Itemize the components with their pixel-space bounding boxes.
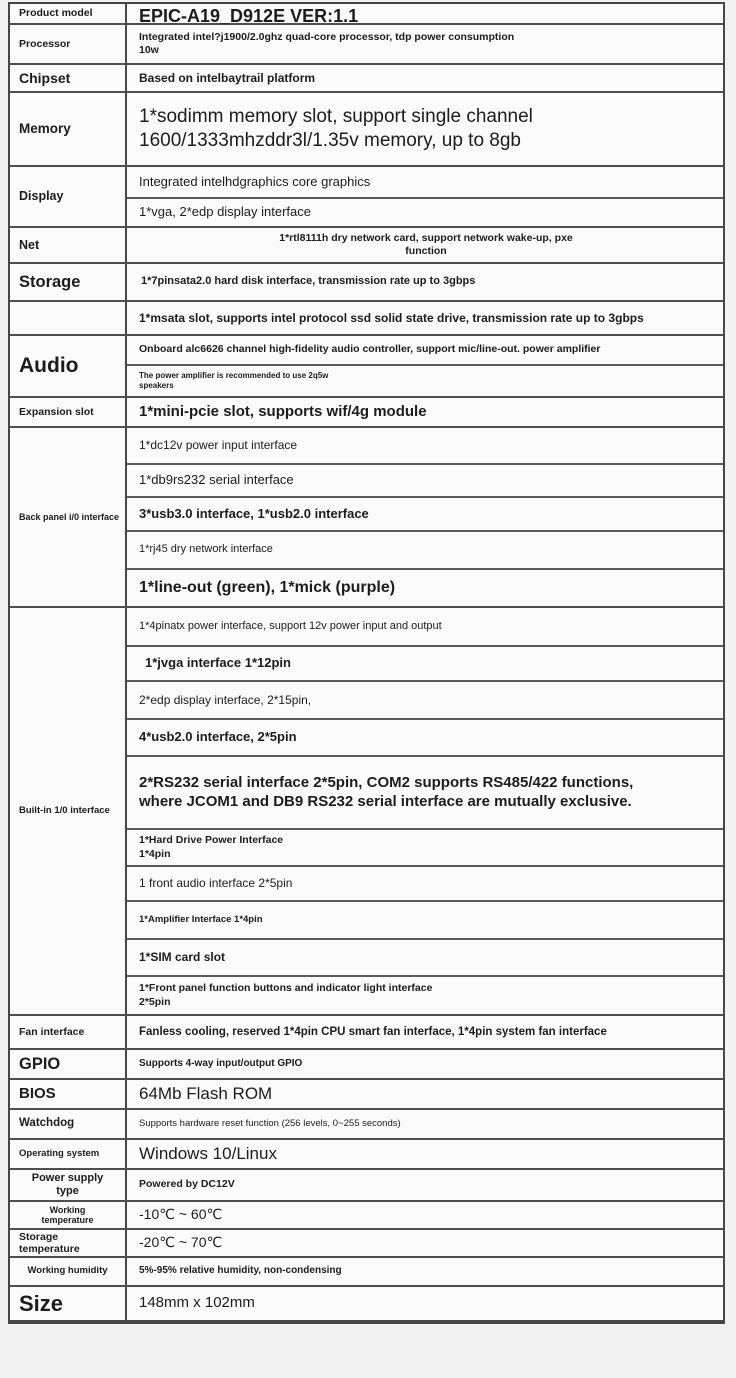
- spec-value: [127, 398, 723, 426]
- spec-value: [127, 463, 723, 496]
- spec-row-gpio: [10, 1050, 723, 1080]
- spec-value: [127, 302, 723, 334]
- spec-value-text: 1600/1333mhzddr3l/1.35v memory, up to 8gb: [139, 130, 521, 151]
- spec-value-text: 1*sodimm memory slot, support single channel: [139, 106, 533, 128]
- spec-value-text: 1*rtl8111h dry network card, support network wake-up, pxe: [279, 231, 573, 244]
- row-label-text: Built-in 1/0 interface: [19, 804, 110, 816]
- row-label-text: Back panel i/0 interface: [19, 511, 120, 522]
- spec-value-text: 1*Front panel function buttons and indicator light interface: [139, 982, 433, 995]
- spec-row-bios: [10, 1080, 723, 1110]
- spec-value-text: Based on intelbaytrail platform: [139, 70, 316, 85]
- spec-value: [127, 336, 723, 364]
- spec-value-text: 1*mini-pcie slot, supports wif/4g module: [139, 402, 427, 420]
- row-label-operating-system: [10, 1140, 127, 1168]
- spec-value-text: 1*line-out (green), 1*mick (purple): [139, 579, 396, 596]
- spec-value: [127, 228, 723, 262]
- row-label-text: temperature: [41, 1215, 94, 1225]
- row-values: [127, 302, 723, 334]
- row-label-text: type: [56, 1185, 79, 1197]
- spec-value: [127, 93, 723, 165]
- row-label-storage: [10, 264, 127, 300]
- row-values: [127, 4, 723, 26]
- row-values: [127, 65, 723, 91]
- row-values: [127, 1050, 723, 1078]
- spec-value-text: 1*vga, 2*edp display interface: [139, 204, 312, 220]
- spec-value: [127, 938, 723, 975]
- spec-value: [127, 364, 723, 396]
- row-label-text: Chipset: [19, 69, 71, 86]
- spec-value-text: 2*RS232 serial interface 2*5pin, COM2 supports RS485/422 functions,: [139, 773, 634, 791]
- spec-value-text: function: [405, 245, 447, 257]
- spec-value: [127, 645, 723, 680]
- spec-value-text: Integrated intelhdgraphics core graphics: [139, 173, 371, 189]
- row-label-text: Audio: [19, 353, 79, 377]
- spec-value-text: 1*Hard Drive Power Interface: [139, 834, 284, 847]
- row-values: [127, 336, 723, 396]
- row-label-power-supply-type: [10, 1170, 127, 1200]
- row-label-text: Display: [19, 189, 64, 204]
- row-label-processor: [10, 25, 127, 63]
- spec-row-watchdog: [10, 1110, 723, 1140]
- spec-row-working-temperature: [10, 1202, 723, 1230]
- row-label-display: [10, 167, 127, 226]
- row-label-fan-interface: [10, 1016, 127, 1048]
- spec-value: [127, 1080, 723, 1108]
- row-values: [127, 1202, 723, 1228]
- spec-value-text: The power amplifier is recommended to use 2q5w: [139, 371, 329, 380]
- spec-value-text: 1*SIM card slot: [139, 950, 226, 964]
- row-label-text: Operating system: [19, 1147, 100, 1159]
- spec-value-text: 1*dc12v power input interface: [139, 438, 298, 452]
- spec-value-text: -20℃ ~ 70℃: [139, 1234, 223, 1251]
- row-values: [127, 1230, 723, 1256]
- spec-value: [127, 680, 723, 718]
- row-values: [127, 1287, 723, 1320]
- spec-value-text: where JCOM1 and DB9 RS232 serial interface are mutually exclusive.: [139, 792, 632, 810]
- spec-value-text: Supports hardware reset function (256 levels, 0~255 seconds): [139, 1118, 401, 1130]
- spec-value: [127, 900, 723, 938]
- spec-value: [127, 1016, 723, 1048]
- row-label-storage-msata: [10, 302, 127, 334]
- spec-value: [127, 264, 723, 300]
- spec-value-text: -10℃ ~ 60℃: [139, 1206, 223, 1223]
- spec-row-storage: [10, 264, 723, 302]
- spec-value-text: 3*usb3.0 interface, 1*usb2.0 interface: [139, 505, 369, 521]
- spec-value-text: speakers: [139, 381, 174, 390]
- row-values: [127, 428, 723, 606]
- spec-value: [127, 975, 723, 1014]
- spec-value-text: 1*jvga interface 1*12pin: [145, 655, 291, 671]
- row-values: [127, 93, 723, 165]
- spec-value-text: Windows 10/Linux: [139, 1144, 277, 1164]
- spec-row-operating-system: [10, 1140, 723, 1170]
- row-label-text: Working humidity: [27, 1265, 108, 1277]
- spec-value: [127, 1258, 723, 1285]
- spec-value-text: Onboard alc6626 channel high-fidelity audio controller, support mic/line-out. power amplifier: [139, 343, 601, 356]
- spec-row-storage-temperature: [10, 1230, 723, 1258]
- spec-value-text: 1*rj45 dry network interface: [139, 543, 273, 556]
- spec-value: [127, 1202, 723, 1228]
- row-label-text: Net: [19, 237, 40, 252]
- row-label-working-humidity: [10, 1258, 127, 1285]
- row-label-text: Watchdog: [19, 1117, 75, 1130]
- spec-value-text: 10w: [139, 44, 159, 56]
- spec-row-memory: [10, 93, 723, 167]
- row-label-bios: [10, 1080, 127, 1108]
- spec-row-working-humidity: [10, 1258, 723, 1287]
- spec-value-text: 1*7pinsata2.0 hard disk interface, transmission rate up to 3gbps: [141, 275, 476, 288]
- row-label-text: Fan interface: [19, 1025, 85, 1038]
- row-values: [127, 608, 723, 1014]
- spec-value: [127, 1110, 723, 1138]
- spec-value: [127, 568, 723, 606]
- spec-value: [127, 1230, 723, 1256]
- spec-value-text: 64Mb Flash ROM: [139, 1084, 273, 1104]
- spec-value-text: Powered by DC12V: [139, 1178, 235, 1191]
- row-label-chipset: [10, 65, 127, 91]
- spec-row-audio: [10, 336, 723, 398]
- row-values: [127, 1170, 723, 1200]
- spec-value: [127, 496, 723, 530]
- spec-row-back-panel-io: [10, 428, 723, 608]
- spec-value-text: 2*edp display interface, 2*15pin,: [139, 692, 312, 707]
- row-values: [127, 1110, 723, 1138]
- spec-row-built-in-io: [10, 608, 723, 1016]
- spec-value-text: 1*db9rs232 serial interface: [139, 472, 294, 488]
- row-label-watchdog: [10, 1110, 127, 1138]
- spec-value: [127, 1170, 723, 1200]
- spec-value-text: 148mm x 102mm: [139, 1294, 255, 1312]
- spec-value: [127, 25, 723, 63]
- row-label-expansion-slot: [10, 398, 127, 426]
- spec-value: [127, 1050, 723, 1078]
- row-label-product-model: [10, 4, 127, 23]
- spec-value-text: EPIC-A19_D912E VER:1.1: [139, 6, 359, 26]
- row-values: [127, 398, 723, 426]
- row-values: [127, 1016, 723, 1048]
- spec-value: [127, 608, 723, 645]
- row-values: [127, 264, 723, 300]
- spec-value: [127, 718, 723, 755]
- spec-value-text: Integrated intel?j1900/2.0ghz quad-core processor, tdp power consumption: [139, 30, 515, 43]
- row-label-net: [10, 228, 127, 262]
- row-label-text: GPIO: [19, 1054, 61, 1073]
- row-label-text: Working: [49, 1204, 86, 1215]
- spec-value-text: 1*4pin: [139, 847, 171, 860]
- spec-row-display: [10, 167, 723, 228]
- spec-row-product-model: [10, 4, 723, 25]
- row-values: [127, 1080, 723, 1108]
- spec-value-text: 4*usb2.0 interface, 2*5pin: [139, 729, 297, 745]
- spec-row-storage-msata: [10, 302, 723, 336]
- row-label-size: [10, 1287, 127, 1320]
- row-label-text: Size: [19, 1290, 64, 1316]
- spec-value-text: 1*Amplifier Interface 1*4pin: [139, 914, 263, 926]
- spec-row-net: [10, 228, 723, 264]
- spec-row-chipset: [10, 65, 723, 93]
- row-values: [127, 25, 723, 63]
- spec-value: [127, 167, 723, 197]
- row-label-storage-temperature: [10, 1230, 127, 1256]
- row-label-working-temperature: [10, 1202, 127, 1228]
- row-label-text: Storage: [19, 1230, 59, 1243]
- row-label-text: Power supply: [31, 1172, 104, 1185]
- row-values: [127, 1258, 723, 1285]
- row-label-built-in-io: [10, 608, 127, 1014]
- spec-value-text: 5%-95% relative humidity, non-condensing: [139, 1265, 342, 1277]
- spec-row-expansion-slot: [10, 398, 723, 428]
- spec-value-text: 1 front audio interface 2*5pin: [139, 876, 293, 890]
- spec-value-text: 2*5pin: [139, 995, 171, 1008]
- spec-value: [127, 197, 723, 226]
- row-label-text: Expansion slot: [19, 405, 94, 418]
- row-label-text: temperature: [19, 1243, 80, 1255]
- row-label-back-panel-io: [10, 428, 127, 606]
- spec-row-fan-interface: [10, 1016, 723, 1050]
- spec-value-text: Supports 4-way input/output GPIO: [139, 1057, 303, 1069]
- spec-value: [127, 828, 723, 865]
- spec-value: [127, 865, 723, 900]
- spec-value: [127, 428, 723, 463]
- spec-value-text: Fanless cooling, reserved 1*4pin CPU smart fan interface, 1*4pin system fan interface: [139, 1025, 607, 1038]
- spec-value-text: 1*4pinatx power interface, support 12v power input and output: [139, 619, 442, 632]
- spec-table: [8, 2, 725, 1324]
- spec-row-size: [10, 1287, 723, 1322]
- spec-value: [127, 755, 723, 828]
- row-label-text: Product model: [19, 7, 93, 20]
- row-label-text: Memory: [19, 121, 71, 137]
- spec-value: [127, 1287, 723, 1320]
- row-label-text: BIOS: [19, 1085, 56, 1103]
- spec-value: [127, 1140, 723, 1168]
- row-values: [127, 228, 723, 262]
- spec-value: [127, 530, 723, 568]
- row-values: [127, 167, 723, 226]
- row-label-memory: [10, 93, 127, 165]
- spec-value-text: 1*msata slot, supports intel protocol ssd solid state drive, transmission rate up to 3gbps: [139, 310, 644, 325]
- row-values: [127, 1140, 723, 1168]
- spec-row-power-supply-type: [10, 1170, 723, 1202]
- row-label-gpio: [10, 1050, 127, 1078]
- spec-row-processor: [10, 25, 723, 65]
- row-label-audio: [10, 336, 127, 396]
- spec-value: [127, 65, 723, 91]
- row-label-text: Processor: [19, 37, 71, 50]
- row-label-text: Storage: [19, 272, 81, 291]
